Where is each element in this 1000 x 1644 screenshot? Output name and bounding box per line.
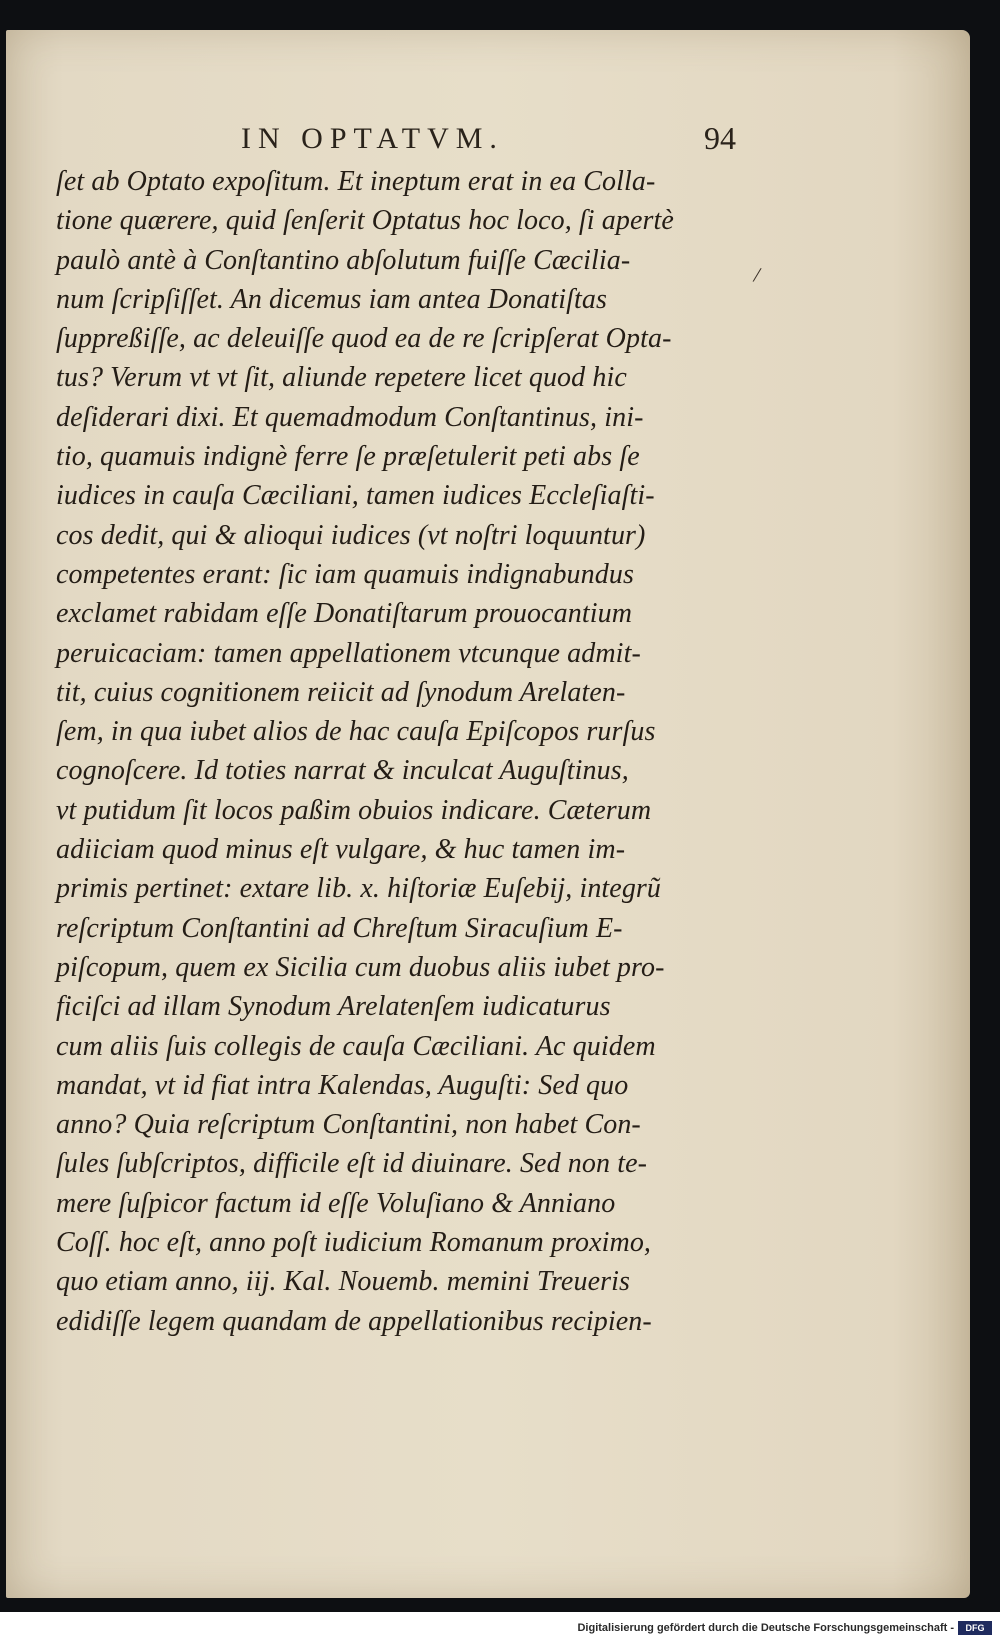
funding-credit: Digitalisierung gefördert durch die Deutsche Forschungsgemeinschaft - xyxy=(577,1622,954,1634)
text-line: competentes erant: ſic iam quamuis indignabundus xyxy=(56,558,634,590)
body-text xyxy=(56,162,746,1341)
running-head-title: IN OPTATVM. xyxy=(241,122,504,155)
text-line: reſcriptum Conſtantini ad Chreſtum Siracuſium E- xyxy=(56,912,623,944)
text-line: ſem, in qua iubet alios de hac cauſa Epiſcopos rurſus xyxy=(56,716,656,748)
text-line: edidiſſe legem quandam de appellationibus recipien- xyxy=(56,1305,652,1337)
text-line: vt putidum ſit locos paßim obuios indicare. Cæterum xyxy=(56,794,652,826)
page-number: 94 xyxy=(704,120,736,156)
text-line: cognoſcere. Id toties narrat & inculcat Auguſtinus, xyxy=(56,755,629,787)
running-head xyxy=(56,122,736,162)
text-line: num ſcripſiſſet. An dicemus iam antea Donatiſtas xyxy=(56,283,608,315)
text-line: ſet ab Optato expoſitum. Et ineptum erat in ea Colla- xyxy=(56,166,656,197)
text-line: exclamet rabidam eſſe Donatiſtarum prouocantium xyxy=(56,598,633,630)
text-line: quo etiam anno, iij. Kal. Nouemb. memini Treueris xyxy=(56,1266,630,1298)
text-line: ſules ſubſcriptos, difficile eſt id diuinare. Sed non te- xyxy=(56,1148,648,1180)
text-line: paulò antè à Conſtantino abſolutum fuiſſe Cæcilia- xyxy=(56,244,631,276)
text-line: tus? Verum vt vt ſit, aliunde repetere licet quod hic xyxy=(56,362,627,394)
text-line: cos dedit, qui & alioqui iudices (vt noſtri loquuntur) xyxy=(56,519,646,551)
margin-mark: / xyxy=(751,261,763,288)
text-line: ſuppreßiſſe, ac deleuiſſe quod ea de re ſcripſerat Opta- xyxy=(56,323,672,355)
text-line: mere ſuſpicor factum id eſſe Voluſiano & Anniano xyxy=(56,1187,616,1219)
text-line: anno? Quia reſcriptum Conſtantini, non habet Con- xyxy=(56,1109,641,1141)
text-line: cum aliis ſuis collegis de cauſa Cæciliani. Ac quidem xyxy=(56,1030,656,1062)
dfg-logo: DFG xyxy=(958,1621,992,1635)
text-line: peruicaciam: tamen appellationem vtcunque admit- xyxy=(56,637,641,669)
text-line: iudices in cauſa Cæciliani, tamen iudices Eccleſiaſti- xyxy=(56,480,655,512)
text-line: primis pertinet: extare lib. x. hiſtoriæ Euſebij, integrũ xyxy=(56,873,662,905)
text-line: mandat, vt id fiat intra Kalendas, Auguſti: Sed quo xyxy=(56,1069,629,1101)
text-line: adiiciam quod minus eſt vulgare, & huc tamen im- xyxy=(56,834,626,866)
book-page xyxy=(6,30,970,1598)
text-line: ficiſci ad illam Synodum Arelatenſem iudicaturus xyxy=(56,991,611,1023)
footer-bar xyxy=(0,1612,1000,1644)
text-line: tit, cuius cognitionem reiicit ad ſynodum Arelaten- xyxy=(56,676,626,708)
text-line: piſcopum, quem ex Sicilia cum duobus aliis iubet pro- xyxy=(56,951,665,983)
text-line: tione quærere, quid ſenſerit Optatus hoc loco, ſi apertè xyxy=(56,205,674,237)
text-line: deſiderari dixi. Et quemadmodum Conſtantinus, ini- xyxy=(56,401,644,433)
text-line: Coſſ. hoc eſt, anno poſt iudicium Romanum proximo, xyxy=(56,1227,652,1259)
text-line: tio, quamuis indignè ferre ſe præſetulerit peti abs ſe xyxy=(56,441,640,473)
